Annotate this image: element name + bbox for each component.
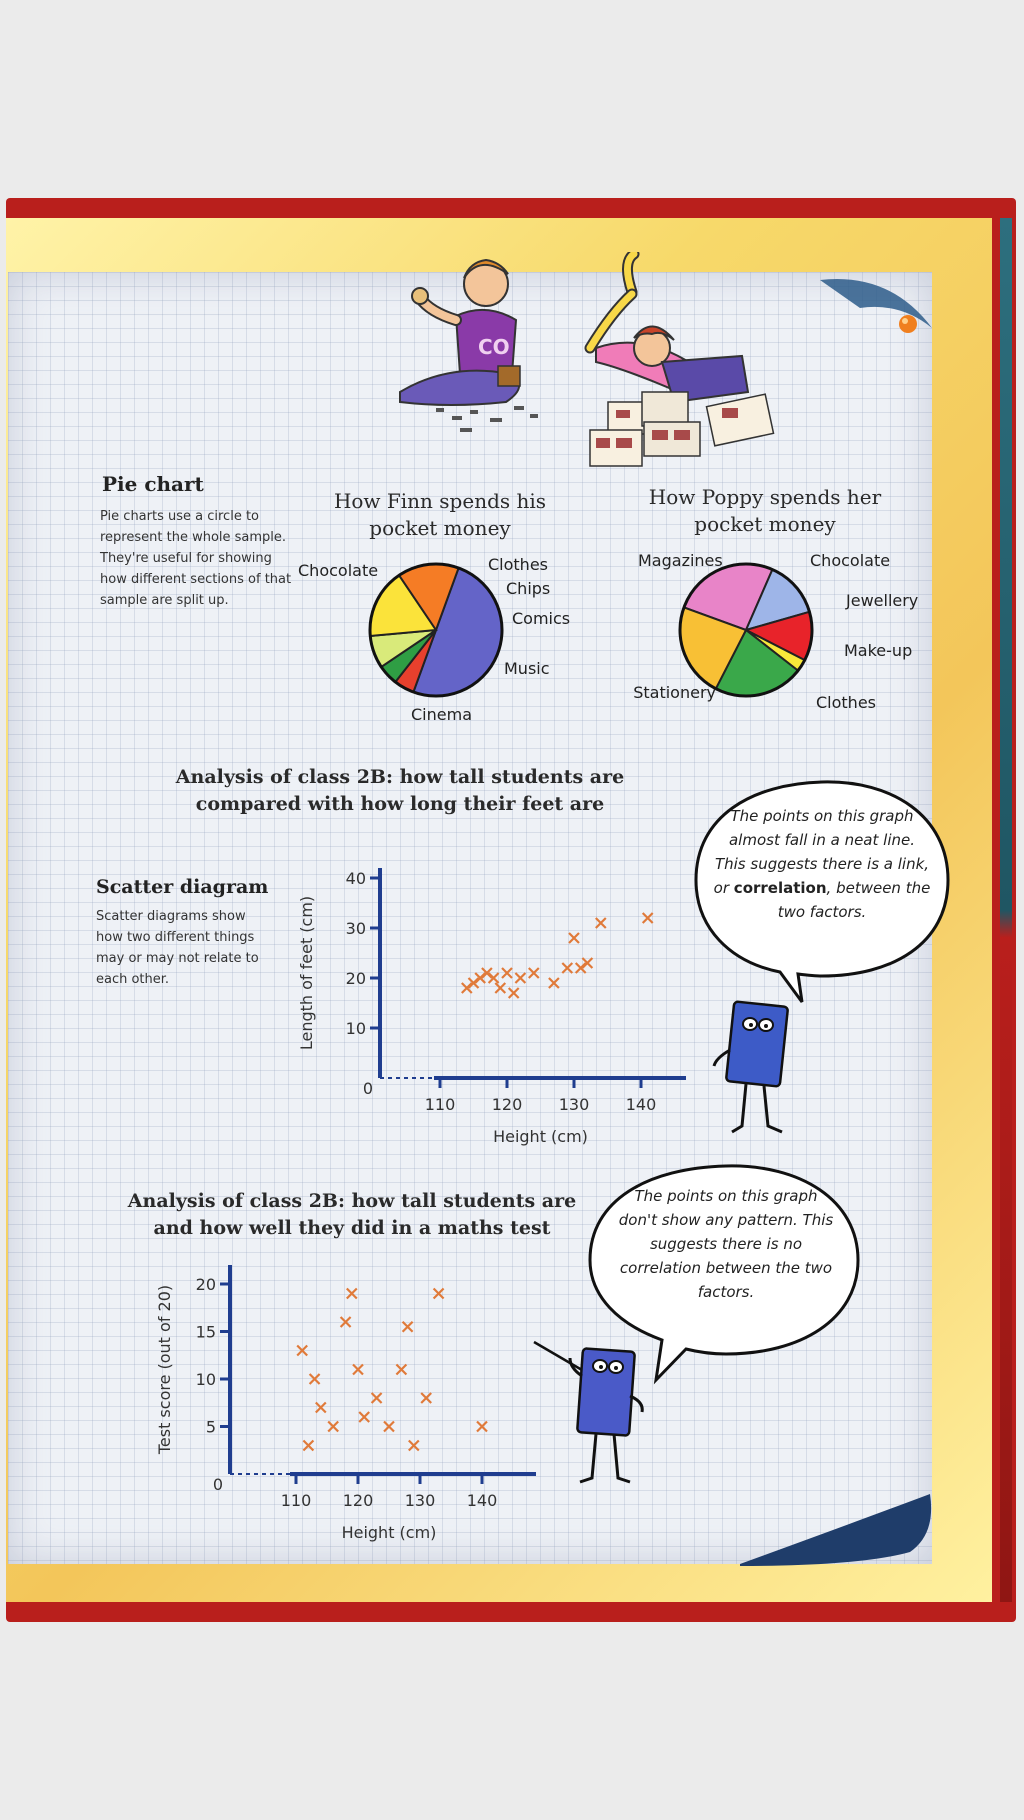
scatter-test-point (477, 1422, 487, 1432)
poppy-pie-title: How Poppy spends her pocket money (648, 485, 882, 536)
scatter-feet-y-tick-label: 30 (345, 919, 366, 938)
scatter-test-point (328, 1422, 338, 1432)
scatter-feet-point (475, 973, 485, 983)
scatter-feet-point (576, 963, 586, 973)
scatter-feet-point (529, 968, 539, 978)
scatter-test-point (434, 1289, 444, 1299)
scatter-feet-x-tick-label: 140 (625, 1095, 657, 1114)
scatter-diagram-heading: Scatter diagram (96, 876, 269, 898)
finn-pie-label-chocolate: Chocolate (298, 561, 379, 580)
scatter-test-point (372, 1393, 382, 1403)
finn-pie-title: How Finn spends his pocket money (333, 489, 547, 540)
scatter-test-y-tick-label: 20 (195, 1275, 216, 1294)
scatter-feet-point (515, 973, 525, 983)
scatter-test-x-axis-title: Height (cm) (341, 1523, 437, 1542)
speech-text-no-correlation: The points on this graph don't show any pattern. This suggests there is no correlation between the two factors. (618, 1187, 834, 1301)
book-character-1 (702, 1000, 812, 1150)
scatter-test-x-tick-label: 140 (466, 1491, 498, 1510)
scatter-feet-x-tick-label: 110 (424, 1095, 456, 1114)
scatter-feet-y-tick-label: 20 (345, 969, 366, 988)
scatter-test-y-tick-label: 10 (195, 1370, 216, 1389)
scatter-test-point (353, 1365, 363, 1375)
poppy-pie-label-magazines: Magazines (638, 551, 723, 570)
speech-correlation-after: , between the two factors. (777, 879, 931, 921)
poppy-illustration (582, 252, 802, 482)
finn-pie-label-comics: Comics (512, 609, 571, 628)
pie-chart-description: Pie charts use a circle to represent the whole sample. They're useful for showing how different sections of that sample are split up. (100, 509, 292, 608)
scatter-test-point (384, 1422, 394, 1432)
poppy-pie-label-jewellery: Jewellery (846, 591, 919, 610)
scatter-test-x-tick-label: 130 (404, 1491, 436, 1510)
scatter-feet-point (582, 958, 592, 968)
scatter-feet-point (549, 978, 559, 988)
finn-pie-chart (290, 550, 580, 730)
scatter-feet-y-axis-title: Length of feet (cm) (297, 895, 316, 1051)
scatter-feet-point (596, 918, 606, 928)
scatter-feet-point (482, 968, 492, 978)
scatter-test-origin-label: 0 (212, 1475, 224, 1494)
scatter-feet-origin-label: 0 (362, 1079, 374, 1098)
scatter-feet-point (643, 913, 653, 923)
scatter-test-y-tick-label: 15 (195, 1322, 216, 1342)
book-character-2 (530, 1336, 670, 1488)
scatter-feet-point (495, 983, 505, 993)
speech-correlation-before: The points on this graph almost fall in a neat line. This suggests there is a link, or (713, 807, 930, 897)
scatter-test-y-axis-title: Test score (out of 20) (155, 1284, 174, 1455)
page-curl-top-right (820, 272, 940, 352)
scatter-feet-point (509, 988, 519, 998)
scatter-test-point (421, 1393, 431, 1403)
scatter-test-x-tick-label: 110 (280, 1491, 312, 1510)
poppy-pie-label-make-up: Make-up (844, 641, 913, 660)
scatter-test-point (359, 1412, 369, 1422)
finn-pie-label-chips: Chips (506, 579, 551, 598)
scatter-test-point (297, 1346, 307, 1356)
finn-illustration (390, 252, 570, 442)
scatter-feet-chart (290, 860, 710, 1160)
scatter-test-chart (150, 1250, 570, 1550)
pie-chart-heading: Pie chart (102, 472, 204, 496)
scatter-test-title: Analysis of class 2B: how tall students are and how well they did in a maths test (127, 1190, 577, 1239)
scatter-feet-x-axis-title: Height (cm) (493, 1127, 588, 1146)
scatter-feet-point (462, 983, 472, 993)
scatter-feet-point (569, 933, 579, 943)
poppy-pie-label-chocolate: Chocolate (810, 551, 891, 570)
scatter-test-point (303, 1441, 313, 1451)
scatter-feet-y-tick-label: 40 (345, 869, 366, 888)
scatter-test-y-tick-label: 5 (205, 1417, 216, 1437)
scatter-test-x-tick-label: 120 (342, 1491, 374, 1510)
scatter-feet-y-tick-label: 10 (345, 1019, 366, 1038)
scatter-test-point (396, 1365, 406, 1375)
scatter-feet-x-tick-label: 130 (558, 1095, 590, 1114)
scatter-feet-point (469, 978, 479, 988)
scatter-test-point (341, 1317, 351, 1327)
page-curl-bottom-right (740, 1494, 940, 1574)
scatter-test-point (403, 1322, 413, 1332)
poppy-pie-label-clothes: Clothes (816, 693, 876, 712)
scatter-feet-title: Analysis of class 2B: how tall students are compared with how long their feet are (175, 766, 625, 815)
finn-pie-label-cinema: Cinema (411, 705, 472, 724)
scatter-test-point (316, 1403, 326, 1413)
scatter-feet-point (502, 968, 512, 978)
finn-pie-label-music: Music (504, 659, 550, 678)
speech-text-correlation (712, 804, 932, 924)
book-spine-edge (1000, 218, 1012, 1602)
scatter-feet-point (562, 963, 572, 973)
scatter-diagram-description: Scatter diagrams show how two different things may or may not relate to each other. (96, 909, 259, 987)
scatter-feet-point (489, 973, 499, 983)
scatter-test-point (310, 1374, 320, 1384)
scatter-test-point (347, 1289, 357, 1299)
scatter-test-point (409, 1441, 419, 1451)
finn-pie-label-clothes: Clothes (488, 555, 548, 574)
svg-text:CO: CO (478, 335, 510, 359)
scatter-feet-x-tick-label: 120 (491, 1095, 523, 1114)
speech-correlation-word: correlation (733, 879, 827, 897)
poppy-pie-label-stationery: Stationery (633, 683, 716, 702)
poppy-pie-chart (630, 540, 930, 720)
